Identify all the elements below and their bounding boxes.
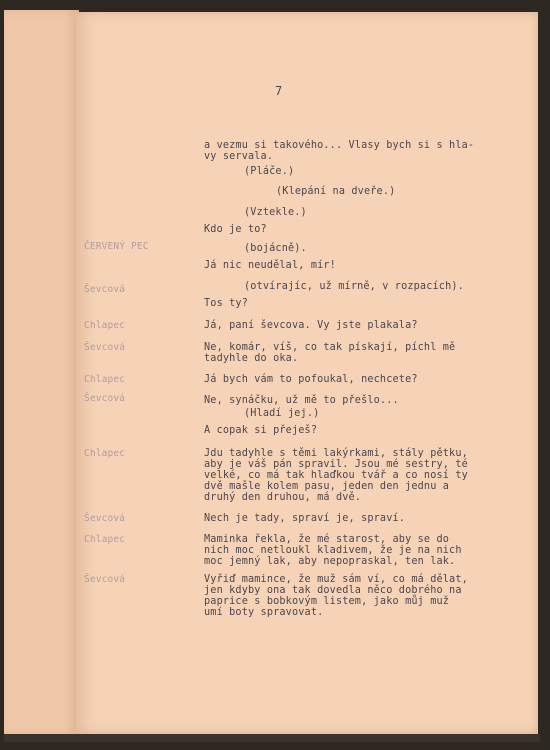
text-line: Ne, komár, víš, co tak pískají, píchl mě [204, 342, 456, 353]
speaker-name: ČERVENÝ PEC [84, 241, 149, 252]
text-line: druhý den druhou, má dvě. [204, 492, 362, 503]
text-line: Kdo je to? [204, 224, 267, 235]
previous-page-edge [4, 10, 79, 736]
text-line: tadyhle do oka. [204, 353, 299, 364]
stage-direction: (Pláče.) [244, 166, 295, 177]
text-line: jen kdyby ona tak dovedla něco dobrého na [204, 585, 462, 596]
page-number: 7 [275, 84, 283, 98]
speaker-name: Ševcová [84, 342, 126, 353]
speaker-name: Ševcová [84, 513, 126, 524]
text-line: Já, paní ševcova. Vy jste plakala? [204, 320, 418, 331]
page-bottom-shadow [4, 734, 540, 742]
text-line: dvě mašle kolem pasu, jeden den jednu a [204, 481, 450, 492]
stage-direction: (otvírajíc, už mírně, v rozpacích). [244, 281, 464, 292]
text-line: Maminka řekla, že mé starost, aby se do [204, 534, 450, 545]
text-line: paprice s bobkovým listem, jako můj muž [204, 596, 450, 607]
document-page [76, 12, 538, 734]
text-line: Já nic neudělal, mír! [204, 260, 336, 271]
stage-direction: (Klepání na dveře.) [276, 186, 396, 197]
text-line: Vyřiď mamince, že muž sám ví, co má dělat, [204, 574, 468, 585]
text-line: umí boty spravovat. [204, 607, 324, 618]
text-line: moc jemný lak, aby nepopraskal, ten lak. [204, 556, 456, 567]
speaker-name: Ševcová [84, 393, 126, 404]
speaker-name: Chlapec [84, 320, 126, 331]
text-line: A copak si přeješ? [204, 425, 318, 436]
speaker-name: Chlapec [84, 448, 126, 459]
stage-direction: (bojácně). [244, 243, 307, 254]
text-line: a vezmu si takového... Vlasy bych si s hla- [204, 140, 475, 151]
stage-direction: (Hladí jej.) [244, 408, 320, 419]
text-line: Ne, synáčku, už mě to přešlo... [204, 395, 399, 406]
speaker-name: Ševcová [84, 284, 126, 295]
text-line: vy servala. [204, 151, 274, 162]
text-line: Nech je tady, spraví je, spraví. [204, 513, 406, 524]
text-line: nich moc netloukl kladivem, že je na nich [204, 545, 462, 556]
text-line: aby je váš pán spravil. Jsou mé sestry, té [204, 459, 468, 470]
text-line: Jdu tadyhle s těmi lakýrkami, stály pětku, [204, 448, 468, 459]
stage-direction: (Vztekle.) [244, 207, 307, 218]
text-line: velké, co má tak hlaďkou tvář a co nosí ty [204, 470, 468, 481]
text-line: Tos ty? [204, 298, 248, 309]
text-line: Já bych vám to pofoukal, nechcete? [204, 374, 418, 385]
speaker-name: Chlapec [84, 374, 126, 385]
speaker-name: Chlapec [84, 534, 126, 545]
speaker-name: Ševcová [84, 574, 126, 585]
